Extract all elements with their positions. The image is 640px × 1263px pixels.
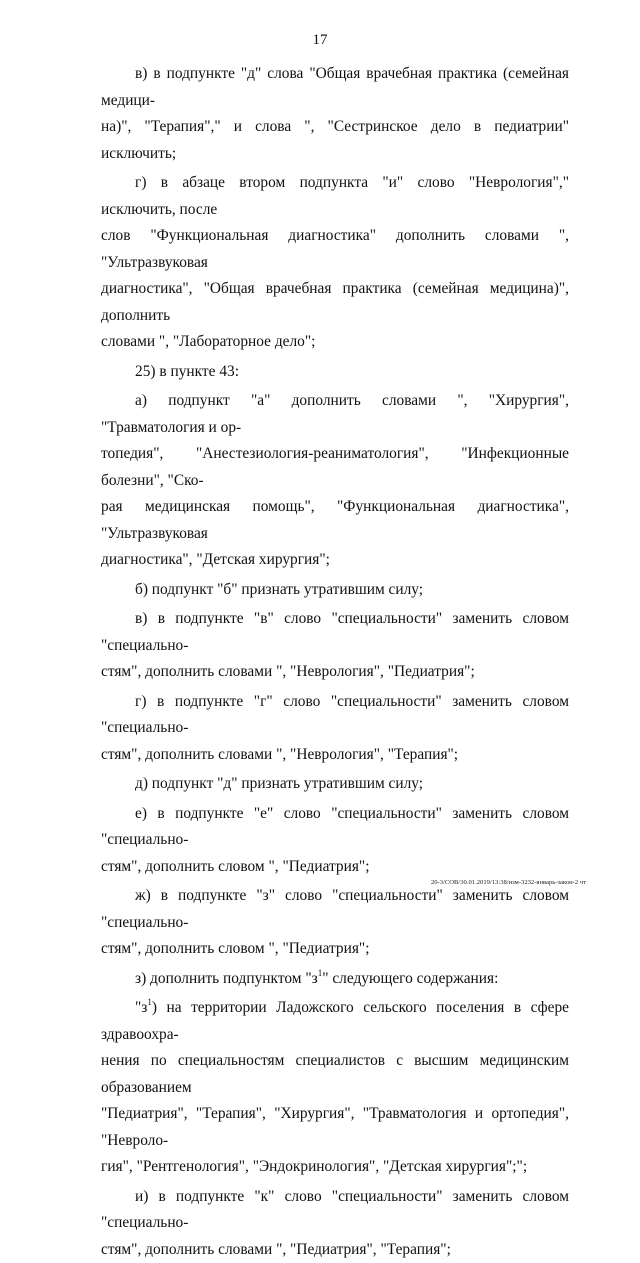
- paragraph-z1-after: ) на территории Ладожского сельского поселения в сфере здравоохра- нения по специальностям специалистов с высшим медицинским образованием "Педиатрия", "Терапия", "Хирургия", "Травматология и ортопедия", "Невроло- гия", "Рентгенология", "Эндокринология", "Детская хирургия";";: [101, 999, 569, 1175]
- paragraph-z-add-podpunkt: [101, 966, 569, 993]
- page-number: 17: [0, 32, 640, 49]
- paragraph-v-podpunkt-v: в) в подпункте "в" слово "специальности" заменить словом "специально- стям", дополнить словами ", "Неврология", "Педиатрия";: [101, 606, 569, 686]
- document-footer-code: 20-3/СОВ/30.01.2019/13:38/изм-3232-январь-закон-2 чт: [431, 879, 586, 886]
- paragraph-z1-before: "з: [135, 999, 147, 1016]
- paragraph-z1-content: [101, 995, 569, 1181]
- paragraph-v-podpunkt-d: в) в подпункте "д" слова "Общая врачебная практика (семейная медици- на)", "Терапия"," и слова ", "Сестринское дело в педиатрии" исключить;: [101, 61, 569, 167]
- paragraph-punkt-43-heading: 25) в пункте 43:: [101, 359, 569, 386]
- paragraph-d-podpunkt-d: д) подпункт "д" признать утратившим силу;: [101, 771, 569, 798]
- paragraph-z-before: з) дополнить подпунктом "з: [135, 970, 318, 987]
- paragraph-b-podpunkt-b: б) подпункт "б" признать утратившим силу;: [101, 577, 569, 604]
- superscript-one: 1: [147, 997, 152, 1007]
- paragraph-z-after: " следующего содержания:: [322, 970, 498, 987]
- superscript-one: 1: [318, 968, 323, 978]
- paragraph-a-podpunkt-a: а) подпункт "а" дополнить словами ", "Хирургия", "Травматология и ор- топедия", "Анестезиология-реаниматология", "Инфекционные болезни", "Ско- рая медицинская помощь", "Функциональная диагностика", "Ультразвуковая диагностика", "Детская хирургия";: [101, 388, 569, 574]
- paragraph-i-podpunkt-k: и) в подпункте "к" слово "специальности" заменить словом "специально- стям", дополнить словами ", "Педиатрия", "Терапия";: [101, 1184, 569, 1263]
- document-body: [101, 61, 569, 1263]
- paragraph-e-podpunkt-e: е) в подпункте "е" слово "специальности" заменить словом "специально- стям", дополнить словом ", "Педиатрия";: [101, 801, 569, 881]
- paragraph-zh-podpunkt-z: ж) в подпункте "з" слово "специальности" заменить словом "специально- стям", дополнить словом ", "Педиатрия";: [101, 883, 569, 963]
- paragraph-g-abzac-vtoroy: г) в абзаце втором подпункта "и" слово "Неврология"," исключить, после слов "Функциональная диагностика" дополнить словами ", "Ультразвуковая диагностика", "Общая врачебная практика (семейная медицина)", дополнить словами ", "Лабораторное дело";: [101, 170, 569, 356]
- paragraph-g-podpunkt-g: г) в подпункте "г" слово "специальности" заменить словом "специально- стям", дополнить словами ", "Неврология", "Терапия";: [101, 689, 569, 769]
